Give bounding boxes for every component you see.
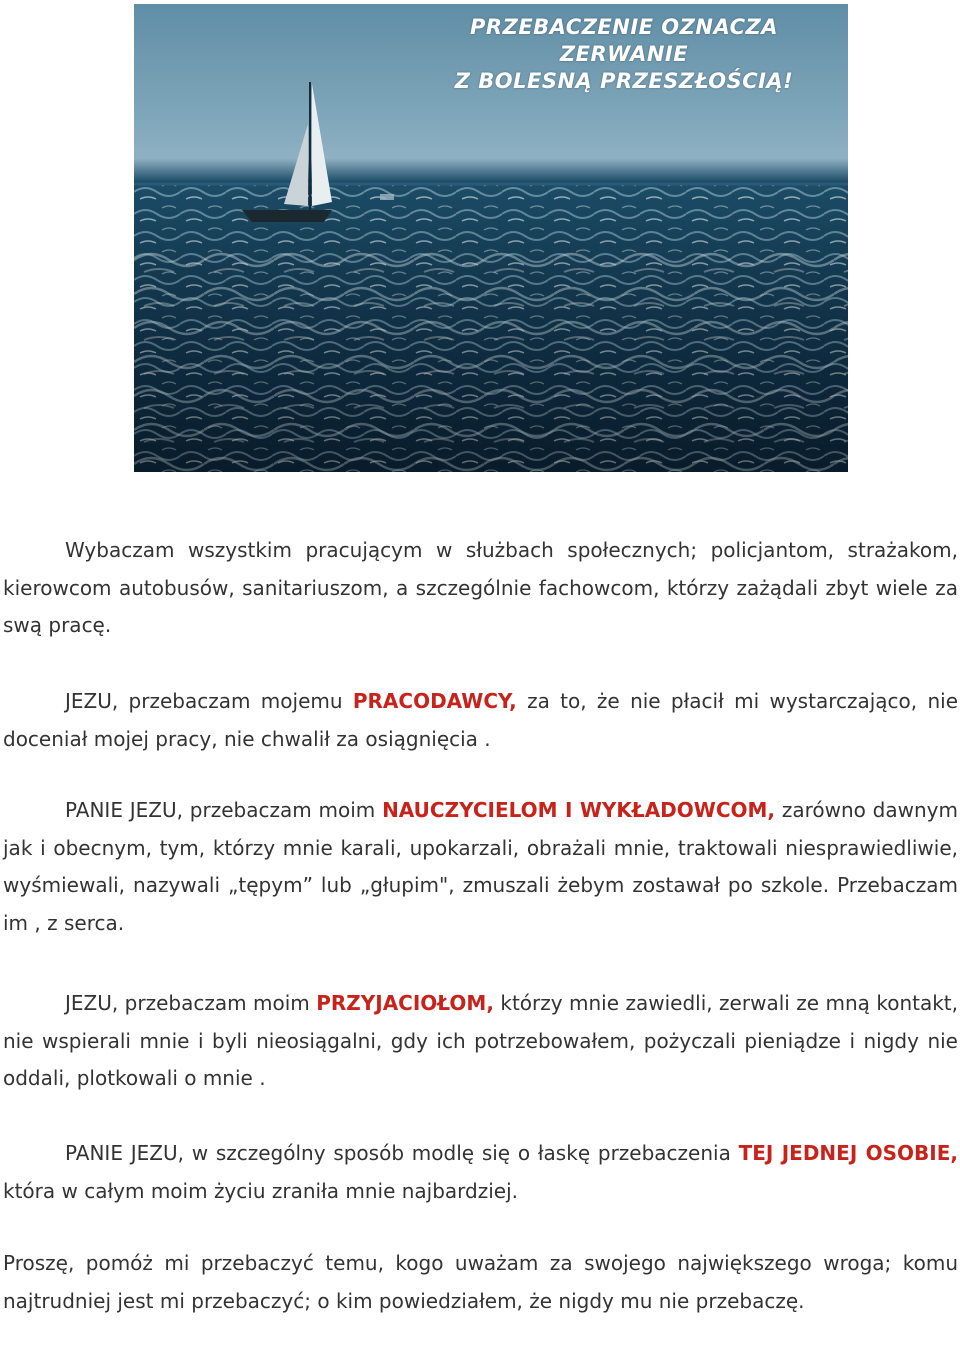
paragraph-employer: [3, 683, 958, 758]
paragraph-teachers: [3, 792, 958, 942]
photo-caption: [414, 14, 834, 95]
paragraph-text-before: PANIE JEZU, przebaczam moim: [65, 798, 383, 822]
paragraph-text-after: zarówno dawnym jak i obecnym, tym, którzy mnie karali, upokarzali, obrażali mnie, traktowali niesprawiedliwie, wyśmiewali, nazywali „tępym” lub „głupim", zmuszali żebym zostawał po szkole. Przebaczam im , z serca.: [3, 798, 958, 935]
highlight-one-person: TEJ JEDNEJ OSOBIE,: [738, 1141, 958, 1165]
paragraph-text-after: za to, że nie płacił mi wystarczająco, nie doceniał mojej pracy, nie chwalił za osiągnięcia .: [3, 689, 958, 751]
paragraph-text-after: którzy mnie zawiedli, zerwali ze mną kontakt, nie wspierali mnie i byli nieosiągalni, gdy ich potrzebowałem, pożyczali pieniądze i nigdy nie oddali, plotkowali o mnie .: [3, 991, 959, 1090]
paragraph-text-before: PANIE JEZU, w szczególny sposób modlę się o łaskę przebaczenia: [65, 1141, 739, 1165]
paragraph-one-person: [3, 1135, 958, 1210]
sailboat-photo: [134, 4, 848, 472]
paragraph-friends: [3, 985, 958, 1098]
paragraph-text: Wybaczam wszystkim pracującym w służbach społecznych; policjantom, strażakom, kierowcom autobusów, sanitariuszom, a szczególnie fachowcom, którzy zażądali zbyt wiele za swą pracę.: [3, 538, 958, 637]
paragraph-text-after: która w całym moim życiu zraniła mnie najbardziej.: [3, 1178, 519, 1203]
highlight-teachers: NAUCZYCIELOM I WYKŁADOWCOM,: [382, 798, 776, 822]
paragraph-text-before: JEZU, przebaczam mojemu: [65, 689, 353, 713]
paragraph-text-before: JEZU, przebaczam moim: [65, 991, 317, 1015]
photo-caption-line-1: PRZEBACZENIE OZNACZA ZERWANIE: [470, 15, 778, 66]
highlight-friends: PRZYJACIOŁOM,: [316, 991, 494, 1015]
paragraph-enemy: [3, 1245, 958, 1320]
paragraph-text: Proszę, pomóż mi przebaczyć temu, kogo uważam za swojego największego wroga; komu najtrudniej jest mi przebaczyć; o kim powiedziałem, że nigdy mu nie przebaczę.: [3, 1251, 958, 1313]
photo-caption-line-2: Z BOLESNĄ PRZESZŁOŚCIĄ!: [454, 69, 794, 93]
paragraph-social-services: [3, 532, 958, 645]
highlight-employer: PRACODAWCY,: [352, 689, 517, 713]
